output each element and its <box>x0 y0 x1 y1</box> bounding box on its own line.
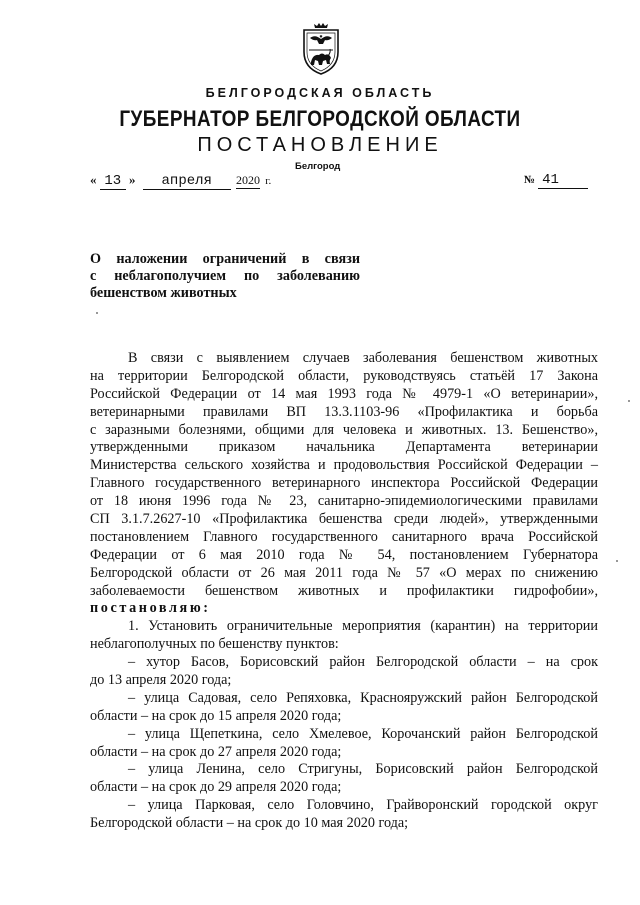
subject-line: бешенством животных <box>90 285 237 301</box>
list-item-continued: до 13 апреля 2020 года; <box>90 672 232 689</box>
belgorod-coat-of-arms-icon <box>298 22 344 76</box>
city-name: Белгород <box>295 161 341 172</box>
list-item-continued: области – на срок до 27 апреля 2020 года; <box>90 743 342 760</box>
list-item: – хутор Басов, Борисовский район Белгородской области – на срок <box>128 654 598 671</box>
resolution-word: постановляю: <box>90 600 211 617</box>
body-line: постановлением Главного государственного санитарного врача Российской <box>90 528 598 545</box>
scan-speck <box>96 312 98 314</box>
document-date <box>90 172 271 190</box>
date-month: апреля <box>143 173 231 190</box>
document-subject <box>90 251 360 302</box>
body-line: Белгородской области от 26 мая 2011 года № 57 «О мерах по снижению <box>90 564 598 581</box>
list-item: – улица Парковая, село Головчино, Грайворонский городской округ <box>128 797 598 814</box>
body-line: ветеринарными правилами ВП 13.3.1103-96 «Профилактика и борьба <box>90 403 598 420</box>
list-item-continued: области – на срок до 15 апреля 2020 года; <box>90 707 342 724</box>
body-line: на территории Белгородской области, руководствуясь статьёй 17 Закона <box>90 367 598 384</box>
date-year: 2020 <box>236 173 260 187</box>
body-line: утвержденными приказом начальника Департамента ветеринарии <box>90 439 598 456</box>
document-type: ПОСТАНОВЛЕНИЕ <box>197 134 443 156</box>
body-line: Министерства сельского хозяйства и продовольствия Российской Федерации – <box>90 457 598 474</box>
body-line: с заразными болезнями, общими для человека и животных. 13. Бешенство», <box>90 421 598 438</box>
body-line: 1. Установить ограничительные мероприятия (карантин) на территории <box>128 618 598 635</box>
scan-speck <box>616 560 618 562</box>
body-line: Федерации от 6 мая 2010 года № 54, постановлением Губернатора <box>90 546 598 563</box>
body-line: СП 3.1.7.2627-10 «Профилактика бешенства среди людей», утвержденными <box>90 511 598 528</box>
number-label: № <box>524 174 536 186</box>
body-line: Российской Федерации от 14 мая 1993 года № 4979-1 «О ветеринарии», <box>90 385 598 402</box>
document-number <box>524 172 588 189</box>
list-item: – улица Ленина, село Стригуны, Борисовский район Белгородской <box>128 761 598 778</box>
governor-title: ГУБЕРНАТОР БЕЛГОРОДСКОЙ ОБЛАСТИ <box>119 106 521 131</box>
date-day: 13 <box>100 173 126 190</box>
list-item-continued: области – на срок до 29 апреля 2020 года; <box>90 779 342 796</box>
scan-speck <box>628 400 630 402</box>
body-line: Главного государственного ветеринарного инспектора Российской Федерации <box>90 475 598 492</box>
body-line: заболеваемости бешенством животных и профилактики гидрофобии», <box>90 582 598 599</box>
list-item: – улица Щепеткина, село Хмелевое, Корочанский район Белгородской <box>128 725 598 742</box>
number-value: 41 <box>538 172 588 189</box>
document-body <box>90 350 598 833</box>
date-open-quote: « <box>90 172 97 187</box>
list-item: – улица Садовая, село Репяховка, Краснояружский район Белгородской <box>128 689 598 706</box>
subject-line: с неблагополучием по заболеванию <box>90 268 360 284</box>
subject-line: О наложении ограничений в связи <box>90 251 360 267</box>
date-close-quote: » <box>129 172 136 187</box>
body-line: от 18 июня 1996 года № 23, санитарно-эпидемиологическими правилами <box>90 493 598 510</box>
list-item-continued: Белгородской области – на срок до 10 мая 2020 года; <box>90 815 409 832</box>
body-line: неблагополучных по бешенству пунктов: <box>90 636 339 653</box>
body-line: В связи с выявлением случаев заболевания бешенством животных <box>128 350 598 366</box>
date-year-mark: г. <box>265 175 272 187</box>
region-name: БЕЛГОРОДСКАЯ ОБЛАСТЬ <box>205 86 435 100</box>
